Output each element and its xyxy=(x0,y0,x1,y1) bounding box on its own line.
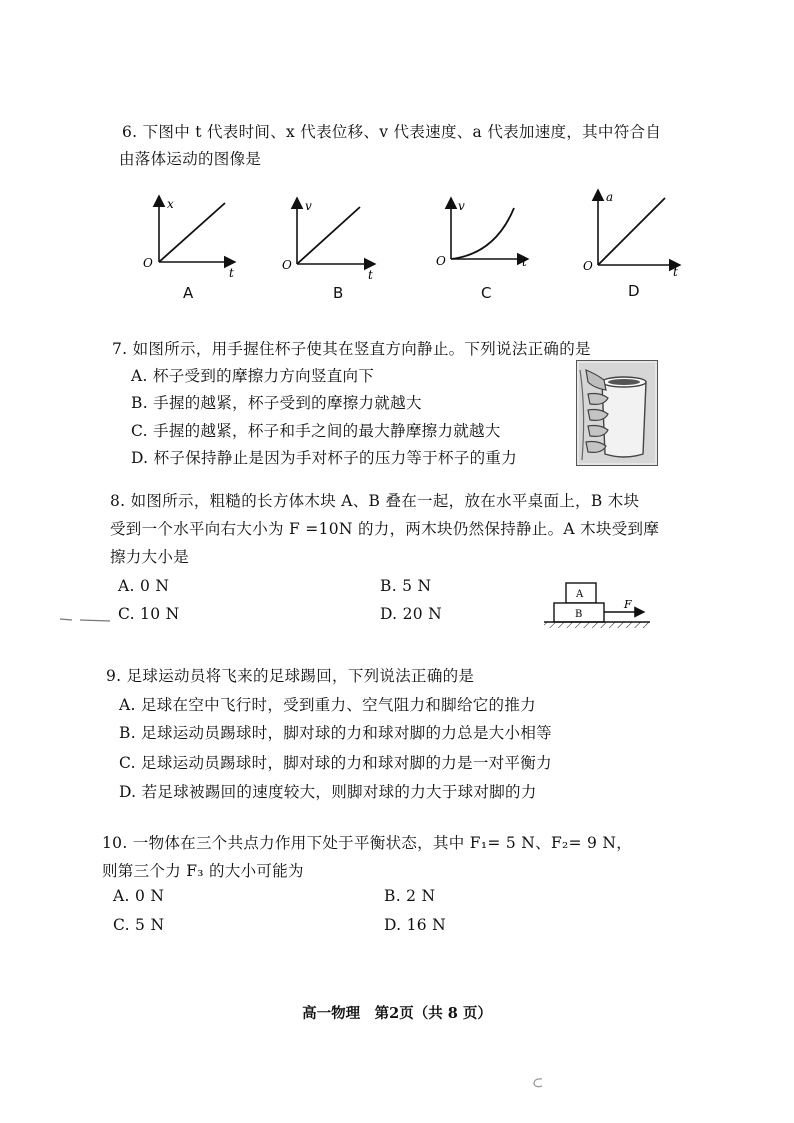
q10-option-d: D. 16 N xyxy=(384,916,447,934)
graph-b-origin: O xyxy=(282,258,292,272)
graph-a-label: A xyxy=(183,284,194,302)
q9-option-a: A. 足球在空中飞行时，受到重力、空气阻力和脚给它的推力 xyxy=(119,696,536,714)
q9-option-b: B. 足球运动员踢球时，脚对球的力和球对脚的力总是大小相等 xyxy=(119,724,552,742)
q6-line2: 由落体运动的图像是 xyxy=(119,150,262,168)
block-a-label: A xyxy=(576,589,584,600)
q8-option-d: D. 20 N xyxy=(380,605,443,623)
graph-c-origin: O xyxy=(436,254,446,268)
graph-b-curve xyxy=(297,207,360,264)
q7-option-b: B. 手握的越紧，杯子受到的摩擦力就越大 xyxy=(131,394,422,412)
q8-line1: 8. 如图所示，粗糙的长方体木块 A、B 叠在一起，放在水平桌面上，B 木块 xyxy=(110,492,640,510)
q8-option-a: A. 0 N xyxy=(118,577,170,595)
q10-option-c: C. 5 N xyxy=(113,916,165,934)
graph-a-xaxis: t xyxy=(229,266,234,280)
graph-c-xaxis: t xyxy=(522,255,527,269)
q9-stem: 9. 足球运动员将飞来的足球踢回，下列说法正确的是 xyxy=(106,667,475,685)
q7-option-c: C. 手握的越紧，杯子和手之间的最大静摩擦力就越大 xyxy=(131,422,501,440)
graph-c-curve xyxy=(451,208,514,259)
q8-line3: 擦力大小是 xyxy=(110,548,190,566)
q7-option-a: A. 杯子受到的摩擦力方向竖直向下 xyxy=(131,367,375,385)
graph-b-xaxis: t xyxy=(368,268,373,282)
graph-a-origin: O xyxy=(143,256,153,270)
graph-b-label: B xyxy=(333,284,344,302)
scan-mark xyxy=(58,614,118,624)
graph-d xyxy=(583,190,680,279)
graph-d-yaxis: a xyxy=(606,190,614,204)
q6-line1: 6. 下图中 t 代表时间、x 代表位移、v 代表速度、a 代表加速度，其中符合自 xyxy=(122,123,662,141)
graph-a xyxy=(143,196,235,280)
graph-b xyxy=(282,198,375,282)
graph-d-xaxis: t xyxy=(673,265,678,279)
q8-option-c: C. 10 N xyxy=(118,605,180,623)
q7-stem: 7. 如图所示，用手握住杯子使其在竖直方向静止。下列说法正确的是 xyxy=(112,340,591,358)
q9-option-c: C. 足球运动员踢球时，脚对球的力和球对脚的力是一对平衡力 xyxy=(119,754,552,772)
scan-smudge xyxy=(530,1076,546,1090)
q7-option-d: D. 杯子保持静止是因为手对杯子的压力等于杯子的重力 xyxy=(131,449,518,467)
q8-option-b: B. 5 N xyxy=(380,577,432,595)
q10-line1: 10. 一物体在三个共点力作用下处于平衡状态，其中 F₁= 5 N、F₂= 9 N， xyxy=(102,834,633,852)
graph-c-yaxis: v xyxy=(458,199,465,213)
graph-a-yaxis: x xyxy=(167,197,174,211)
q6-graphs xyxy=(0,0,794,310)
q10-line2: 则第三个力 F₃ 的大小可能为 xyxy=(102,862,304,880)
cup-hand-illustration xyxy=(576,360,658,466)
graph-d-origin: O xyxy=(583,259,593,273)
q8-line2: 受到一个水平向右大小为 F =10N 的力，两木块仍然保持静止。A 木块受到摩 xyxy=(110,520,660,538)
graph-b-yaxis: v xyxy=(305,199,312,213)
blocks-diagram xyxy=(540,578,660,638)
block-b-label: B xyxy=(575,609,583,620)
q9-option-d: D. 若足球被踢回的速度较大，则脚对球的力大于球对脚的力 xyxy=(119,783,537,801)
force-label: F xyxy=(624,598,632,611)
graph-c-label: C xyxy=(481,284,492,302)
graph-d-curve xyxy=(598,198,665,265)
graph-c xyxy=(436,198,528,269)
page-footer: 高一物理 第2页（共 8 页） xyxy=(302,1005,492,1022)
q10-option-a: A. 0 N xyxy=(113,887,165,905)
q10-option-b: B. 2 N xyxy=(384,887,436,905)
graph-d-label: D xyxy=(628,282,640,300)
graph-a-curve xyxy=(159,203,225,262)
